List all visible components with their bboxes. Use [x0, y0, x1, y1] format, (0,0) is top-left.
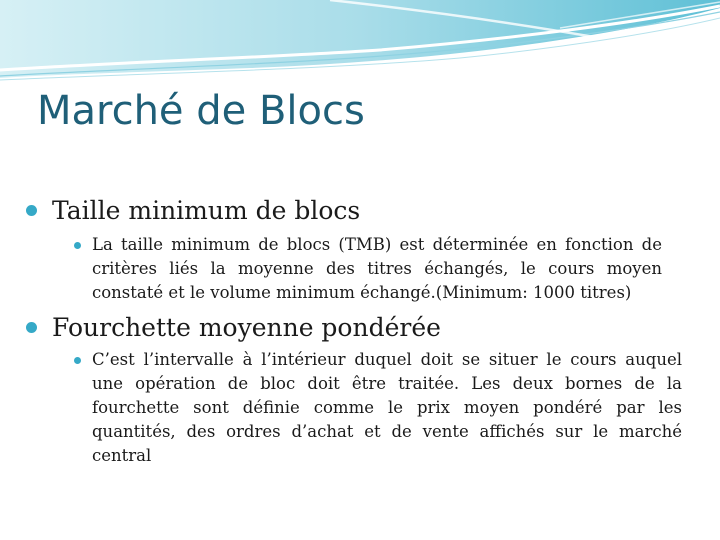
header-wave-decoration: [0, 0, 720, 90]
sub-bullet-fourchette-moyenne: [74, 348, 682, 468]
bullet-taille-minimum: [26, 196, 360, 225]
sub-bullet-text: La taille minimum de blocs (TMB) est déterminée en fonction de critères liés la moyenne des titres échangés, le cours moyen constaté et le volume minimum échangé.(Minimum: 1000 titres): [92, 235, 662, 302]
slide-title: Marché de Blocs: [37, 88, 365, 134]
sub-bullet-taille-minimum: [74, 233, 662, 305]
sub-bullet-text: C’est l’intervalle à l’intérieur duquel doit se situer le cours auquel une opération de bloc doit être traitée. Les deux bornes de la fourchette sont définie comme le prix moyen pondéré par les quantités, des ordres d’achat et de vente affichés sur le marché central: [92, 350, 682, 465]
sub-bullet-dot-icon: [74, 357, 81, 364]
bullet-heading: Fourchette moyenne pondérée: [52, 313, 441, 342]
bullet-dot-icon: [26, 205, 37, 216]
bullet-fourchette-moyenne: [26, 313, 441, 342]
bullet-dot-icon: [26, 322, 37, 333]
sub-bullet-dot-icon: [74, 242, 81, 249]
bullet-heading: Taille minimum de blocs: [52, 196, 361, 225]
